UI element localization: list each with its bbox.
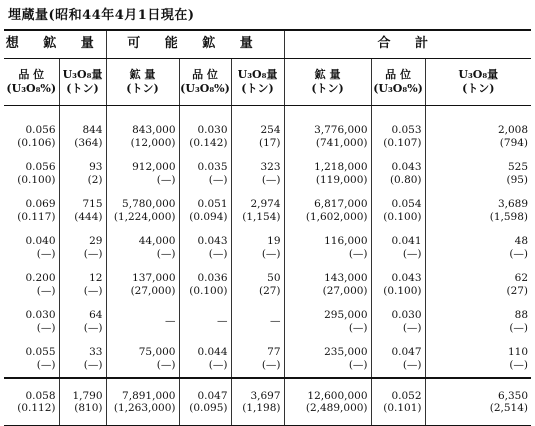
grade-cell (179, 155, 231, 192)
cell-paren-value: (444) (74, 210, 103, 223)
grade-cell (371, 378, 425, 426)
cell-value: 44,000 (138, 235, 176, 247)
cell-paren-value: (2,489,000) (305, 402, 368, 414)
grade-cell (179, 378, 231, 426)
cell-value: 0.044 (197, 346, 228, 358)
cell-value: 525 (507, 161, 529, 173)
cell-paren-value: (—) (83, 284, 103, 297)
cell-value: 0.053 (391, 124, 422, 136)
cell-value: 29 (89, 235, 103, 247)
grade-cell (371, 155, 425, 192)
grade-cell (4, 303, 59, 340)
ore-cell (106, 266, 179, 303)
cell-value: 0.030 (391, 309, 422, 321)
cell-value: 0.056 (25, 124, 56, 136)
cell-value: 5,780,000 (122, 198, 176, 210)
cell-paren-value: (0.100) (383, 284, 422, 297)
cell-value: 137,000 (132, 272, 176, 284)
cell-paren-value: (1,263,000) (113, 402, 176, 414)
cell-value: 0.043 (391, 272, 422, 284)
cell-value: 0.058 (25, 389, 56, 402)
header-u3o8-amount: U₃O₈量 (トン) (231, 59, 284, 106)
cell-paren-value: (0.100) (17, 173, 56, 186)
cell-paren-value: (741,000) (315, 136, 368, 149)
cell-paren-value: (95) (506, 173, 529, 186)
cell-value: 48 (514, 235, 529, 247)
cell-paren-value: (—) (348, 247, 368, 260)
grade-cell (4, 229, 59, 266)
grade-cell (371, 340, 425, 378)
cell-paren-value: (—) (509, 358, 529, 371)
u3o8-cell (59, 192, 106, 229)
cell-value: 254 (260, 124, 281, 136)
cell-value: 12 (89, 272, 103, 284)
u3o8-cell (231, 266, 284, 303)
grade-cell (4, 192, 59, 229)
cell-paren-value: (12,000) (130, 136, 176, 149)
cell-paren-value: (2,514) (489, 402, 529, 414)
cell-value: 3,776,000 (314, 124, 368, 136)
cell-value: 75,000 (138, 346, 176, 358)
u3o8-cell (425, 155, 531, 192)
cell-paren-value: (119,000) (315, 173, 368, 186)
header-ore-amount: 鉱 量 (トン) (106, 59, 179, 106)
cell-value: 2,008 (497, 124, 529, 136)
cell-paren-value: (—) (208, 173, 228, 186)
cell-value: 0.041 (391, 235, 422, 247)
spacer-row (4, 106, 531, 119)
cell-paren-value: (—) (402, 358, 422, 371)
cell-value: 0.056 (25, 161, 56, 173)
cell-value: 1,218,000 (314, 161, 368, 173)
cell-value: 235,000 (324, 346, 368, 358)
cell-paren-value: (—) (83, 358, 103, 371)
cell-value: 93 (89, 161, 103, 173)
cell-paren-value: (0.100) (189, 284, 228, 297)
cell-paren-value: (1,198) (242, 402, 281, 414)
cell-value: 0.055 (25, 346, 56, 358)
ore-cell (106, 118, 179, 155)
cell-value: 0.051 (197, 198, 228, 210)
cell-value: 62 (514, 272, 529, 284)
cell-value: 6,350 (497, 389, 529, 402)
cell-paren-value: (—) (83, 321, 103, 334)
cell-value: 0.035 (197, 161, 228, 173)
u3o8-cell (231, 118, 284, 155)
table-row (4, 155, 531, 192)
grade-cell (4, 118, 59, 155)
cell-paren-value: (0.095) (189, 402, 228, 414)
cell-paren-value: (—) (348, 321, 368, 334)
cell-value: 0.200 (25, 272, 56, 284)
cell-value: 116,000 (324, 235, 368, 247)
cell-paren-value: (27) (506, 284, 529, 297)
u3o8-cell (425, 303, 531, 340)
cell-value: 64 (89, 309, 103, 321)
cell-value: 12,600,000 (307, 389, 368, 402)
grade-cell (4, 340, 59, 378)
cell-paren-value: (2) (87, 173, 103, 186)
u3o8-cell (231, 378, 284, 426)
grade-cell (179, 340, 231, 378)
cell-paren-value: (—) (36, 321, 56, 334)
grade-cell (371, 266, 425, 303)
table-row (4, 340, 531, 378)
header-grade: 品 位 (U₃O₈%) (179, 59, 231, 106)
grade-cell (371, 192, 425, 229)
cell-value: — (270, 315, 281, 328)
cell-value: 3,697 (250, 389, 281, 402)
cell-value: 0.036 (197, 272, 228, 284)
cell-value: 295,000 (324, 309, 368, 321)
u3o8-cell (425, 266, 531, 303)
grade-cell (179, 118, 231, 155)
ore-cell (106, 303, 179, 340)
cell-value: 323 (260, 161, 281, 173)
u3o8-cell (425, 229, 531, 266)
cell-value: 143,000 (324, 272, 368, 284)
cell-value: 50 (267, 272, 281, 284)
table-row (4, 303, 531, 340)
cell-value: 88 (514, 309, 529, 321)
cell-paren-value: (0.101) (383, 402, 422, 414)
u3o8-cell (425, 118, 531, 155)
cell-paren-value: (—) (156, 247, 176, 260)
ore-cell (284, 303, 371, 340)
ore-cell (106, 155, 179, 192)
cell-value: 843,000 (132, 124, 176, 136)
ore-cell (284, 229, 371, 266)
cell-value: 3,689 (497, 198, 529, 210)
u3o8-cell (59, 266, 106, 303)
cell-value: 0.047 (197, 389, 228, 402)
reserves-table (4, 29, 531, 426)
u3o8-cell (231, 340, 284, 378)
cell-paren-value: (—) (348, 358, 368, 371)
header-u3o8-amount: U₃O₈量 (トン) (425, 59, 531, 106)
table-row (4, 266, 531, 303)
cell-value: 6,817,000 (314, 198, 368, 210)
u3o8-cell (59, 378, 106, 426)
cell-value: 0.043 (197, 235, 228, 247)
cell-paren-value: (0.100) (383, 210, 422, 223)
group-header-row (4, 30, 531, 59)
ore-cell (284, 266, 371, 303)
grade-cell (371, 118, 425, 155)
cell-value: 19 (267, 235, 281, 247)
grade-cell (371, 303, 425, 340)
cell-paren-value: (—) (261, 173, 281, 186)
u3o8-cell (231, 192, 284, 229)
cell-value: — (165, 315, 176, 328)
cell-paren-value: (1,224,000) (113, 210, 176, 223)
cell-value: 0.052 (391, 389, 422, 402)
grade-cell (179, 266, 231, 303)
u3o8-cell (59, 340, 106, 378)
cell-paren-value: (—) (509, 247, 529, 260)
cell-paren-value: (27,000) (130, 284, 176, 297)
cell-value: 0.047 (391, 346, 422, 358)
u3o8-cell (425, 340, 531, 378)
cell-paren-value: (—) (156, 173, 176, 186)
cell-paren-value: (—) (261, 247, 281, 260)
grade-cell (4, 378, 59, 426)
u3o8-cell (231, 155, 284, 192)
cell-paren-value: (—) (36, 247, 56, 260)
ore-cell (284, 118, 371, 155)
cell-value: 0.069 (25, 198, 56, 210)
cell-paren-value: (0.117) (17, 210, 56, 223)
cell-paren-value: (17) (258, 136, 281, 149)
cell-paren-value: (794) (499, 136, 529, 149)
group-total: 合 計 (284, 30, 531, 59)
u3o8-cell (425, 378, 531, 426)
cell-value: 715 (82, 198, 103, 210)
cell-value: 0.040 (25, 235, 56, 247)
cell-paren-value: (364) (74, 136, 103, 149)
cell-paren-value: (0.107) (383, 136, 422, 149)
cell-value: — (217, 315, 228, 328)
cell-paren-value: (810) (74, 402, 103, 414)
cell-paren-value: (—) (36, 284, 56, 297)
u3o8-cell (59, 303, 106, 340)
cell-paren-value: (1,602,000) (305, 210, 368, 223)
cell-value: 1,790 (72, 389, 103, 402)
cell-paren-value: (1,598) (489, 210, 529, 223)
cell-paren-value: (27,000) (322, 284, 368, 297)
cell-paren-value: (—) (509, 321, 529, 334)
ore-cell (284, 340, 371, 378)
table-row (4, 118, 531, 155)
u3o8-cell (231, 303, 284, 340)
cell-value: 0.043 (391, 161, 422, 173)
cell-paren-value: (0.142) (189, 136, 228, 149)
u3o8-cell (425, 192, 531, 229)
group-estimated-ore: 想 鉱 量 (4, 30, 106, 59)
cell-paren-value: (—) (402, 321, 422, 334)
ore-cell (284, 192, 371, 229)
cell-paren-value: (0.106) (17, 136, 56, 149)
u3o8-cell (59, 118, 106, 155)
cell-value: 7,891,000 (122, 389, 176, 402)
ore-cell (106, 340, 179, 378)
header-u3o8-amount: U₃O₈量 (トン) (59, 59, 106, 106)
cell-paren-value: (—) (261, 358, 281, 371)
cell-paren-value: (0.80) (389, 173, 422, 186)
cell-paren-value: (—) (83, 247, 103, 260)
grade-cell (4, 155, 59, 192)
cell-paren-value: (0.094) (189, 210, 228, 223)
header-ore-amount: 鉱 量 (トン) (284, 59, 371, 106)
cell-value: 844 (82, 124, 103, 136)
cell-paren-value: (—) (208, 358, 228, 371)
grade-cell (371, 229, 425, 266)
cell-value: 0.030 (197, 124, 228, 136)
cell-paren-value: (—) (36, 358, 56, 371)
header-grade: 品 位 (U₃O₈%) (4, 59, 59, 106)
grade-cell (179, 303, 231, 340)
total-row (4, 378, 531, 426)
table-row (4, 229, 531, 266)
u3o8-cell (59, 155, 106, 192)
column-header-row (4, 59, 531, 106)
ore-cell (284, 155, 371, 192)
u3o8-cell (59, 229, 106, 266)
cell-paren-value: (1,154) (242, 210, 281, 223)
grade-cell (179, 192, 231, 229)
table-row (4, 192, 531, 229)
grade-cell (179, 229, 231, 266)
header-grade: 品 位 (U₃O₈%) (371, 59, 425, 106)
cell-paren-value: (—) (402, 247, 422, 260)
cell-value: 0.054 (391, 198, 422, 210)
cell-paren-value: (27) (258, 284, 281, 297)
cell-paren-value: (0.112) (17, 402, 56, 414)
ore-cell (284, 378, 371, 426)
ore-cell (106, 378, 179, 426)
cell-value: 110 (507, 346, 529, 358)
grade-cell (4, 266, 59, 303)
cell-value: 33 (89, 346, 103, 358)
cell-value: 0.030 (25, 309, 56, 321)
cell-paren-value: (—) (208, 247, 228, 260)
group-possible-ore: 可 能 鉱 量 (106, 30, 284, 59)
cell-value: 2,974 (250, 198, 281, 210)
u3o8-cell (231, 229, 284, 266)
table-caption: 埋蔵量(昭和44年4月1日現在) (8, 8, 195, 23)
ore-cell (106, 229, 179, 266)
cell-paren-value: (—) (156, 358, 176, 371)
ore-cell (106, 192, 179, 229)
cell-value: 77 (267, 346, 281, 358)
cell-value: 912,000 (132, 161, 176, 173)
